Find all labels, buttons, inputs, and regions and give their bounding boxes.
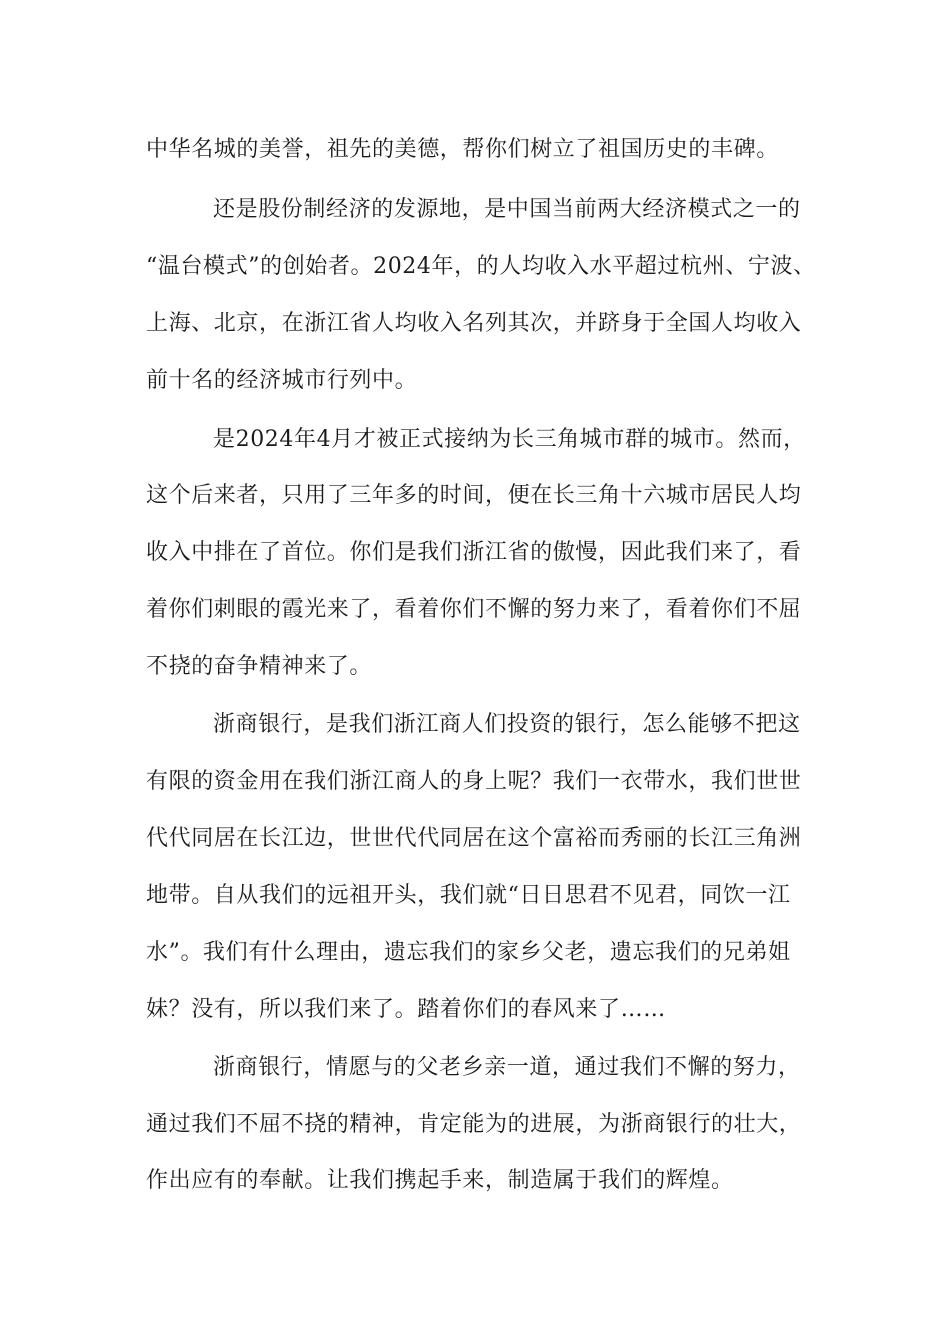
text-line: “温台模式”的创始者。2024年，的人均收入水平超过杭州、宁波、 (146, 254, 816, 279)
text-line: 前十名的经济城市行列中。 (146, 368, 418, 393)
paragraph-first-line: 是2024年4月才被正式接纳为长三角城市群的城市。然而， (213, 427, 806, 452)
text-line: 有限的资金用在我们浙江商人的身上呢？我们一衣带水，我们世世 (146, 769, 802, 794)
text-line: 通过我们不屈不挠的精神，肯定能为的进展，为浙商银行的壮大， (146, 1112, 802, 1137)
paragraph-first-line: 浙商银行，情愿与的父老乡亲一道，通过我们不懈的努力， (213, 1055, 801, 1080)
text-line: 这个后来者，只用了三年多的时间，便在长三角十六城市居民人均 (146, 483, 802, 508)
text-line: 水”。我们有什么理由，遗忘我们的家乡父老，遗忘我们的兄弟姐 (146, 940, 791, 965)
text-line: 上海、北京，在浙江省人均收入名列其次，并跻身于全国人均收入 (146, 311, 802, 336)
text-line: 作出应有的奉献。让我们携起手来，制造属于我们的辉煌。 (146, 1168, 734, 1193)
text-line: 不挠的奋争精神来了。 (146, 654, 373, 679)
paragraph-first-line: 浙商银行，是我们浙江商人们投资的银行，怎么能够不把这 (213, 712, 801, 737)
text-line: 着你们刺眼的霞光来了，看着你们不懈的努力来了，看着你们不屈 (146, 597, 802, 622)
text-line: 中华名城的美誉，祖先的美德，帮你们树立了祖国历史的丰碑。 (146, 137, 779, 162)
text-line: 地带。自从我们的远祖开头，我们就“日日思君不见君，同饮一江 (146, 883, 791, 908)
text-line: 妹？没有，所以我们来了。踏着你们的春风来了…… (146, 997, 666, 1022)
text-line: 代代同居在长江边，世世代代同居在这个富裕而秀丽的长江三角洲 (146, 826, 802, 851)
paragraph-first-line: 还是股份制经济的发源地，是中国当前两大经济模式之一的 (213, 197, 801, 222)
text-line: 收入中排在了首位。你们是我们浙江省的傲慢，因此我们来了，看 (146, 540, 802, 565)
